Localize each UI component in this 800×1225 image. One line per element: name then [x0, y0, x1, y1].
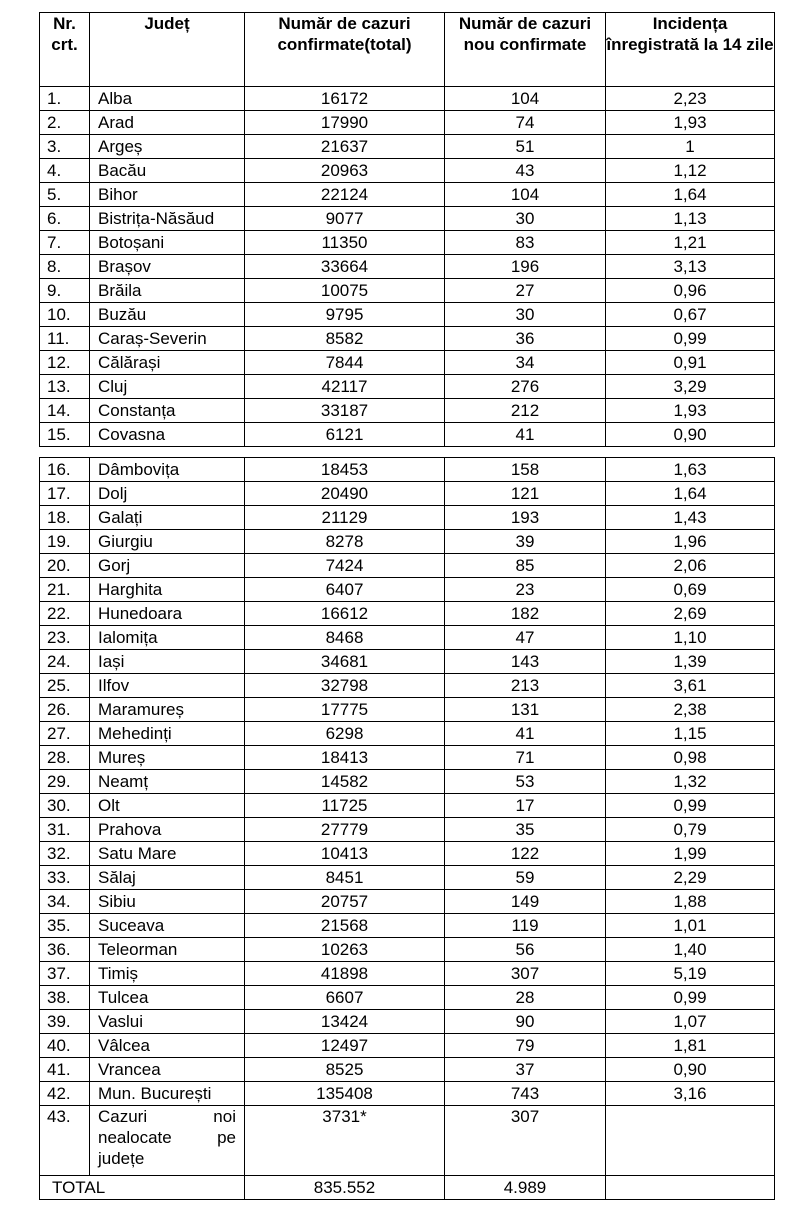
- cell-nr: 10.: [40, 303, 90, 327]
- cell-judet: Giurgiu: [90, 530, 245, 554]
- cell-judet: Harghita: [90, 578, 245, 602]
- cell-incidence: 0,96: [606, 279, 775, 303]
- cell-nr: 3.: [40, 135, 90, 159]
- header-new-cases: Număr de cazuri nou confirmate: [445, 13, 606, 87]
- cell-incidence: 3,61: [606, 674, 775, 698]
- cell-incidence: 0,99: [606, 794, 775, 818]
- header-incidence: Incidența înregistrată la 14 zile: [606, 13, 775, 87]
- cell-nr: 2.: [40, 111, 90, 135]
- cell-new: 43: [445, 159, 606, 183]
- cell-total: 8582: [245, 327, 445, 351]
- cell-new: 17: [445, 794, 606, 818]
- total-new-cases: 4.989: [445, 1176, 606, 1200]
- cell-judet: Tulcea: [90, 986, 245, 1010]
- cell-judet: Vâlcea: [90, 1034, 245, 1058]
- cell-nr: 33.: [40, 866, 90, 890]
- cell-new: 56: [445, 938, 606, 962]
- cell-nr: 30.: [40, 794, 90, 818]
- cell-new: 51: [445, 135, 606, 159]
- cell-judet: Bistrița-Năsăud: [90, 207, 245, 231]
- cell-nr: 5.: [40, 183, 90, 207]
- cell-incidence: 1,93: [606, 399, 775, 423]
- cell-judet: Teleorman: [90, 938, 245, 962]
- cell-judet: Cazuri noi nealocate pe județe: [90, 1106, 245, 1176]
- cell-new: 85: [445, 554, 606, 578]
- cell-new: 47: [445, 626, 606, 650]
- cell-total: 20963: [245, 159, 445, 183]
- cell-nr: 25.: [40, 674, 90, 698]
- table-row: [40, 1082, 775, 1106]
- cell-new: 74: [445, 111, 606, 135]
- cell-judet: Sălaj: [90, 866, 245, 890]
- cell-judet: Suceava: [90, 914, 245, 938]
- cell-incidence: 1,13: [606, 207, 775, 231]
- table-row: [40, 399, 775, 423]
- cell-incidence: 1,96: [606, 530, 775, 554]
- table-row: [40, 183, 775, 207]
- cell-nr: 34.: [40, 890, 90, 914]
- cell-new: 34: [445, 351, 606, 375]
- cell-total: 8278: [245, 530, 445, 554]
- cell-nr: 9.: [40, 279, 90, 303]
- cell-judet: Argeș: [90, 135, 245, 159]
- cell-new: 213: [445, 674, 606, 698]
- cell-new: 212: [445, 399, 606, 423]
- cell-total: 9795: [245, 303, 445, 327]
- table-row: [40, 578, 775, 602]
- cell-total: 33187: [245, 399, 445, 423]
- cell-judet: Dolj: [90, 482, 245, 506]
- cell-incidence: 3,13: [606, 255, 775, 279]
- table-row: [40, 231, 775, 255]
- cell-nr: 41.: [40, 1058, 90, 1082]
- table-row: [40, 866, 775, 890]
- cell-new: 158: [445, 458, 606, 482]
- cell-judet: Brașov: [90, 255, 245, 279]
- cell-incidence: 0,69: [606, 578, 775, 602]
- cell-judet: Mun. București: [90, 1082, 245, 1106]
- cell-nr: 37.: [40, 962, 90, 986]
- cell-incidence: 1,64: [606, 183, 775, 207]
- cell-judet: Cluj: [90, 375, 245, 399]
- cell-judet: Vrancea: [90, 1058, 245, 1082]
- cell-nr: 35.: [40, 914, 90, 938]
- cell-incidence: 0,99: [606, 327, 775, 351]
- cell-incidence: 1,93: [606, 111, 775, 135]
- cell-nr: 4.: [40, 159, 90, 183]
- cell-nr: 38.: [40, 986, 90, 1010]
- table-row: [40, 818, 775, 842]
- cell-nr: 23.: [40, 626, 90, 650]
- cell-total: 3731*: [245, 1106, 445, 1176]
- cell-nr: 42.: [40, 1082, 90, 1106]
- cell-new: 104: [445, 183, 606, 207]
- cell-incidence: 2,29: [606, 866, 775, 890]
- cell-new: 131: [445, 698, 606, 722]
- cell-new: 121: [445, 482, 606, 506]
- cell-incidence: 2,06: [606, 554, 775, 578]
- cell-new: 104: [445, 87, 606, 111]
- cell-new: 276: [445, 375, 606, 399]
- cell-total: 16172: [245, 87, 445, 111]
- cell-incidence: 1,01: [606, 914, 775, 938]
- cell-nr: 40.: [40, 1034, 90, 1058]
- table-row: [40, 770, 775, 794]
- cell-incidence: 1,63: [606, 458, 775, 482]
- cell-total: 21637: [245, 135, 445, 159]
- cell-incidence: 1,12: [606, 159, 775, 183]
- cell-incidence: 1,88: [606, 890, 775, 914]
- cell-nr: 14.: [40, 399, 90, 423]
- table-row: [40, 458, 775, 482]
- table-row: [40, 255, 775, 279]
- cell-new: 83: [445, 231, 606, 255]
- cell-nr: 22.: [40, 602, 90, 626]
- table-row: [40, 602, 775, 626]
- table-row: [40, 914, 775, 938]
- cell-total: 20757: [245, 890, 445, 914]
- table-row: [40, 423, 775, 447]
- cell-judet: Hunedoara: [90, 602, 245, 626]
- cell-new: 30: [445, 303, 606, 327]
- cell-judet: Arad: [90, 111, 245, 135]
- cell-incidence: 0,98: [606, 746, 775, 770]
- header-judet: Județ: [90, 13, 245, 87]
- cell-judet: Ialomița: [90, 626, 245, 650]
- cell-new: 27: [445, 279, 606, 303]
- cell-judet: Timiș: [90, 962, 245, 986]
- table-row: [40, 842, 775, 866]
- cell-new: 37: [445, 1058, 606, 1082]
- cell-incidence: 1,81: [606, 1034, 775, 1058]
- cases-table-part-1: [39, 12, 775, 447]
- cell-total: 17990: [245, 111, 445, 135]
- cell-total: 8468: [245, 626, 445, 650]
- cell-incidence: 2,69: [606, 602, 775, 626]
- cell-total: 20490: [245, 482, 445, 506]
- cell-incidence: 2,23: [606, 87, 775, 111]
- cell-nr: 12.: [40, 351, 90, 375]
- table-row: [40, 135, 775, 159]
- cell-incidence: 3,16: [606, 1082, 775, 1106]
- cell-judet: Mureș: [90, 746, 245, 770]
- cell-nr: 36.: [40, 938, 90, 962]
- cell-judet: Ilfov: [90, 674, 245, 698]
- cell-nr: 8.: [40, 255, 90, 279]
- cell-nr: 21.: [40, 578, 90, 602]
- table-row: [40, 482, 775, 506]
- cell-incidence: 2,38: [606, 698, 775, 722]
- cell-total: 9077: [245, 207, 445, 231]
- cell-nr: 31.: [40, 818, 90, 842]
- cell-new: 149: [445, 890, 606, 914]
- cell-nr: 17.: [40, 482, 90, 506]
- table-row-total: [40, 1176, 775, 1200]
- cell-nr: 6.: [40, 207, 90, 231]
- cell-judet: Sibiu: [90, 890, 245, 914]
- cell-total: 11350: [245, 231, 445, 255]
- table-row: [40, 674, 775, 698]
- cell-nr: 15.: [40, 423, 90, 447]
- cell-incidence: 1,99: [606, 842, 775, 866]
- cell-judet: Galați: [90, 506, 245, 530]
- cell-total: 14582: [245, 770, 445, 794]
- table-row: [40, 722, 775, 746]
- cell-judet: Dâmbovița: [90, 458, 245, 482]
- cell-new: 53: [445, 770, 606, 794]
- cell-new: 41: [445, 423, 606, 447]
- table-row: [40, 279, 775, 303]
- cell-judet: Buzău: [90, 303, 245, 327]
- cell-judet: Caraș-Severin: [90, 327, 245, 351]
- cell-incidence: 0,91: [606, 351, 775, 375]
- cell-nr: 11.: [40, 327, 90, 351]
- cell-total: 10075: [245, 279, 445, 303]
- cell-nr: 27.: [40, 722, 90, 746]
- cell-nr: 39.: [40, 1010, 90, 1034]
- cell-incidence: 1,32: [606, 770, 775, 794]
- cell-new: 41: [445, 722, 606, 746]
- cell-new: 90: [445, 1010, 606, 1034]
- cell-total: 33664: [245, 255, 445, 279]
- cell-total: 6298: [245, 722, 445, 746]
- cell-total: 21568: [245, 914, 445, 938]
- cell-total: 16612: [245, 602, 445, 626]
- cell-judet: Maramureș: [90, 698, 245, 722]
- cell-new: 143: [445, 650, 606, 674]
- cell-judet: Alba: [90, 87, 245, 111]
- cell-total: 6407: [245, 578, 445, 602]
- cell-new: 59: [445, 866, 606, 890]
- cell-incidence: 1,10: [606, 626, 775, 650]
- cell-nr: 26.: [40, 698, 90, 722]
- cell-total: 11725: [245, 794, 445, 818]
- cell-new: 35: [445, 818, 606, 842]
- cell-nr: 43.: [40, 1106, 90, 1176]
- total-label: TOTAL: [40, 1176, 245, 1200]
- cell-incidence: 0,90: [606, 1058, 775, 1082]
- cell-incidence: 0,79: [606, 818, 775, 842]
- cell-new: 71: [445, 746, 606, 770]
- cell-total: 10263: [245, 938, 445, 962]
- cell-total: 27779: [245, 818, 445, 842]
- cell-incidence: 0,90: [606, 423, 775, 447]
- cell-incidence: 1,64: [606, 482, 775, 506]
- cell-total: 18413: [245, 746, 445, 770]
- cell-nr: 13.: [40, 375, 90, 399]
- cell-incidence: 0,67: [606, 303, 775, 327]
- cell-total: 42117: [245, 375, 445, 399]
- cell-total: 34681: [245, 650, 445, 674]
- cell-incidence: 1,15: [606, 722, 775, 746]
- table-row: [40, 986, 775, 1010]
- cell-judet: Satu Mare: [90, 842, 245, 866]
- table-row: [40, 794, 775, 818]
- cell-new: 36: [445, 327, 606, 351]
- cell-total: 135408: [245, 1082, 445, 1106]
- cell-total: 13424: [245, 1010, 445, 1034]
- cell-judet: Bacău: [90, 159, 245, 183]
- cell-new: 39: [445, 530, 606, 554]
- cell-nr: 29.: [40, 770, 90, 794]
- cell-new: 79: [445, 1034, 606, 1058]
- header-nr: Nr. crt.: [40, 13, 90, 87]
- cell-judet: Iași: [90, 650, 245, 674]
- cell-incidence: 1: [606, 135, 775, 159]
- cell-total: 7424: [245, 554, 445, 578]
- cell-new: 182: [445, 602, 606, 626]
- cell-judet: Mehedinți: [90, 722, 245, 746]
- cell-incidence: 1,39: [606, 650, 775, 674]
- cell-total: 8525: [245, 1058, 445, 1082]
- cell-nr: 1.: [40, 87, 90, 111]
- cell-nr: 20.: [40, 554, 90, 578]
- cell-incidence: 3,29: [606, 375, 775, 399]
- table-row: [40, 87, 775, 111]
- cell-judet: Prahova: [90, 818, 245, 842]
- cell-total: 10413: [245, 842, 445, 866]
- table-row: [40, 1034, 775, 1058]
- table-row: [40, 303, 775, 327]
- table-row: [40, 962, 775, 986]
- cell-new: 193: [445, 506, 606, 530]
- cases-table-part-2: [39, 457, 775, 1200]
- cell-total: 17775: [245, 698, 445, 722]
- cell-nr: 7.: [40, 231, 90, 255]
- table-row: [40, 207, 775, 231]
- cell-nr: 16.: [40, 458, 90, 482]
- cell-total: 12497: [245, 1034, 445, 1058]
- cell-incidence: [606, 1106, 775, 1176]
- cell-new: 119: [445, 914, 606, 938]
- cell-total: 32798: [245, 674, 445, 698]
- cell-incidence: 1,43: [606, 506, 775, 530]
- table-row: [40, 938, 775, 962]
- table-row: [40, 327, 775, 351]
- cell-total: 6121: [245, 423, 445, 447]
- cell-judet: Olt: [90, 794, 245, 818]
- cell-judet: Gorj: [90, 554, 245, 578]
- table-row: [40, 530, 775, 554]
- total-incidence: [606, 1176, 775, 1200]
- cell-incidence: 1,40: [606, 938, 775, 962]
- table-row: [40, 554, 775, 578]
- cell-total: 22124: [245, 183, 445, 207]
- table-row: [40, 159, 775, 183]
- cell-nr: 32.: [40, 842, 90, 866]
- table-row: [40, 650, 775, 674]
- cell-judet: Brăila: [90, 279, 245, 303]
- cell-judet: Botoșani: [90, 231, 245, 255]
- table-row-unallocated: [40, 1106, 775, 1176]
- table-row: [40, 890, 775, 914]
- table-row: [40, 111, 775, 135]
- table-row: [40, 698, 775, 722]
- cell-total: 7844: [245, 351, 445, 375]
- cell-new: 30: [445, 207, 606, 231]
- cell-new: 743: [445, 1082, 606, 1106]
- cell-judet: Constanța: [90, 399, 245, 423]
- cell-new: 122: [445, 842, 606, 866]
- cell-incidence: 1,07: [606, 1010, 775, 1034]
- cell-incidence: 5,19: [606, 962, 775, 986]
- cell-new: 28: [445, 986, 606, 1010]
- table-row: [40, 626, 775, 650]
- cell-judet: Bihor: [90, 183, 245, 207]
- cell-new: 307: [445, 1106, 606, 1176]
- cell-nr: 18.: [40, 506, 90, 530]
- cell-nr: 28.: [40, 746, 90, 770]
- table-row: [40, 506, 775, 530]
- table-row: [40, 1010, 775, 1034]
- table-row: [40, 351, 775, 375]
- header-total-cases: Număr de cazuri confirmate(total): [245, 13, 445, 87]
- cell-nr: 24.: [40, 650, 90, 674]
- cell-incidence: 1,21: [606, 231, 775, 255]
- cell-judet: Covasna: [90, 423, 245, 447]
- cell-incidence: 0,99: [606, 986, 775, 1010]
- cell-judet: Neamț: [90, 770, 245, 794]
- cell-new: 23: [445, 578, 606, 602]
- cell-total: 6607: [245, 986, 445, 1010]
- cell-new: 196: [445, 255, 606, 279]
- cell-total: 21129: [245, 506, 445, 530]
- cell-judet: Vaslui: [90, 1010, 245, 1034]
- table-row: [40, 1058, 775, 1082]
- cell-total: 41898: [245, 962, 445, 986]
- cell-nr: 19.: [40, 530, 90, 554]
- table-row: [40, 746, 775, 770]
- cell-total: 8451: [245, 866, 445, 890]
- cell-judet: Călărași: [90, 351, 245, 375]
- total-cases: 835.552: [245, 1176, 445, 1200]
- table-row: [40, 375, 775, 399]
- cell-total: 18453: [245, 458, 445, 482]
- cell-new: 307: [445, 962, 606, 986]
